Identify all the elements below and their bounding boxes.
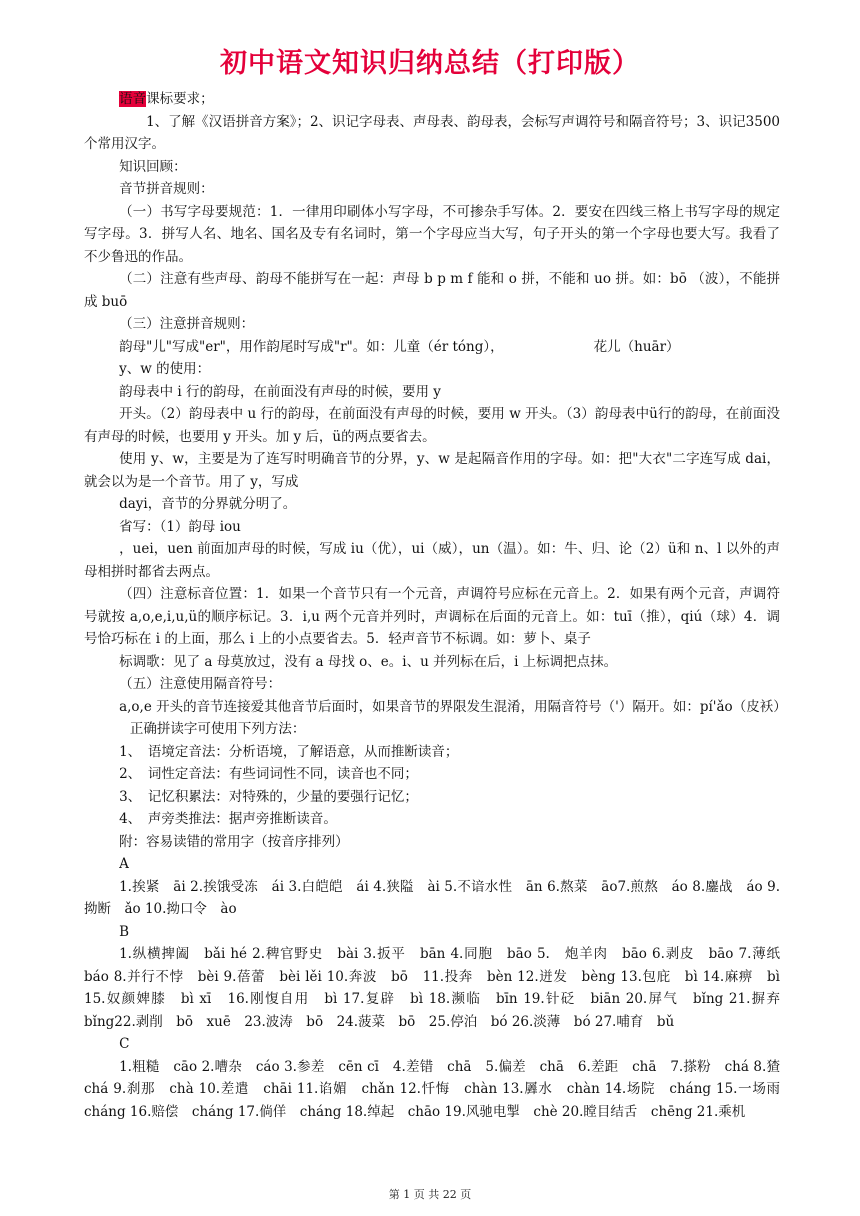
method-2: 2、 词性定音法：有些词词性不同，读音也不同； <box>119 766 418 782</box>
section-heading <box>84 88 780 111</box>
rule-3-er-line <box>84 336 780 359</box>
letter-a-heading: A <box>119 856 129 872</box>
letter-a-list: 1.挨紧 āi 2.挨饿受冻 ái 3.白皑皑 ái 4.狭隘 ài 5.不谙水性 ān 6.熬菜 āo7.煎熬 áo 8.鏖战 áo 9.拗断 ǎo 10.拗口令 ào <box>84 878 780 917</box>
rule-5-heading: （五）注意使用隔音符号： <box>119 676 282 692</box>
methods-heading: 正确拼读字可使用下列方法： <box>129 721 306 737</box>
appendix-heading: 附：容易读错的常用字（按音序排列） <box>119 833 349 850</box>
highlighted-term: 语音 <box>119 91 147 107</box>
rule-3-abbrev-cont: ，uei，uen 前面加声母的时候，写成 iu（优），ui（威），un（温）。如：牛、归、论（2）ü和 n、l 以外的声母相拼时都省去两点。 <box>84 541 780 580</box>
rule-3-abbrev: 省写：（1）韵母 iou <box>119 518 241 535</box>
method-1: 1、 语境定音法：分析语境，了解语意，从而推断读音； <box>119 743 459 760</box>
rule-2-paragraph: （二）注意有些声母、韵母不能拼写在一起：声母 b p m f 能和 o 拼，不能和 uo 拼。如：bō （波），不能拼成 buō <box>84 271 780 310</box>
document-body <box>84 88 794 1123</box>
rule-5-paragraph: a,o,e 开头的音节连接爱其他音节后面时，如果音节的界限发生混淆，用隔音符号（'）隔开。如：pí'ǎo（皮袄） <box>119 698 787 715</box>
rule-3-yw-heading: y、w 的使用： <box>119 361 211 377</box>
method-3: 3、 记忆积累法：对特殊的，少量的要强行记忆； <box>119 788 418 805</box>
rule-3-er-text: 韵母"儿"写成"er"，用作韵尾时写成"r"。如：儿童（ér tóng）， <box>119 338 504 355</box>
requirements-paragraph: 1、了解《汉语拼音方案》；2、识记字母表、声母表、韵母表，会标写声调符号和隔音符号；3、识记3500个常用汉字。 <box>84 113 780 152</box>
rule-4-song: 标调歌：见了 a 母莫放过，没有 a 母找 o、e。i、u 并列标在后，i 上标调把点抹。 <box>119 653 618 670</box>
section-heading-rest: 课标要求； <box>146 91 214 107</box>
review-label: 知识回顾： <box>119 158 187 175</box>
rule-3-u-row: 开头。（2）韵母表中 u 行的韵母，在前面没有声母的时候，要用 w 开头。（3）韵母表中ü行的韵母，在前面没有声母的时候，也要用 y 开头。加 y 后，ü的两点要省去。 <box>84 406 780 445</box>
letter-b-list: 1.纵横捭阖 bǎi hé 2.稗官野史 bài 3.扳平 bān 4.同胞 bāo 5. 炮羊肉 bāo 6.剥皮 bāo 7.薄纸 báo 8.并行不悖 bèi 9.蓓蕾 bèi lěi 10.奔波 bō 11.投奔 bèn 12.迸发 bèng 13.包庇 bì 14.麻痹 bì 15.奴颜婢膝 bì xī 16.刚愎自用 bì 17.复辟 bì 18.濒临 bīn 19.针砭 biān 20.屏气 bǐng 21.摒弃 bǐng22.剥削 bō xuē 23.波涛 bō 24.菠菜 bō 25.停泊 bó 26.淡薄 bó 27.哺育 bǔ <box>84 946 794 1030</box>
page-footer: 第 1 页 共 22 页 <box>388 1188 472 1201</box>
rule-3-yw-purpose: 使用 y、w，主要是为了连写时明确音节的分界，y、w 是起隔音作用的字母。如：把"大衣"二字连写成 dai，就会以为是一个音节。用了 y，写成 <box>84 451 780 490</box>
page-title: 初中语文知识归纳总结（打印版） <box>220 48 640 79</box>
letter-c-list: 1.粗糙 cāo 2.嘈杂 cáo 3.参差 cēn cī 4.差错 chā 5.偏差 chā 6.差距 chā 7.搽粉 chá 8.猹 chá 9.刹那 chà 10.差遣 chāi 11.谄媚 chǎn 12.忏悔 chàn 13.羼水 chàn 14.场院 cháng 15.一场雨 cháng 16.赔偿 cháng 17.倘佯 cháng 18.绰起 chāo 19.风驰电掣 chè 20.瞠目结舌 chēng 21.乘机 <box>84 1058 794 1120</box>
letter-b-heading: B <box>119 923 130 940</box>
rules-title: 音节拼音规则： <box>119 181 214 197</box>
rule-1-paragraph: （一）书写字母要规范：1．一律用印刷体小写字母，不可掺杂手写体。2．要安在四线三格上书写字母的规定写字母。3．拼写人名、地名、国名及专有名词时，第一个字母应当大写，句子开头的第一个字母也要大写。我看了不少鲁迅的作品。 <box>84 203 780 265</box>
rule-3-heading: （三）注意拼音规则： <box>119 316 255 332</box>
rule-3-huar-text: 花儿（huār） <box>593 338 680 355</box>
letter-c-heading: C <box>119 1036 130 1052</box>
rule-4-paragraph: （四）注意标音位置：1．如果一个音节只有一个元音，声调符号应标在元音上。2．如果有两个元音，声调符号就按 a,o,e,i,u,ü的顺序标记。3．i,u 两个元音并列时，声调标在后面的元音上。如：tuī（推），qiú（球）4．调号恰巧标在 i 的上面，那么 i 上的小点要省去。5．轻声音节不标调。如：萝卜、桌子 <box>84 586 780 647</box>
method-4: 4、 声旁类推法：据声旁推断读音。 <box>119 811 337 827</box>
rule-3-i-row: 韵母表中 i 行的韵母，在前面没有声母的时候，要用 y <box>119 383 441 400</box>
rule-3-dayi: dayi，音节的分界就分明了。 <box>119 496 297 512</box>
